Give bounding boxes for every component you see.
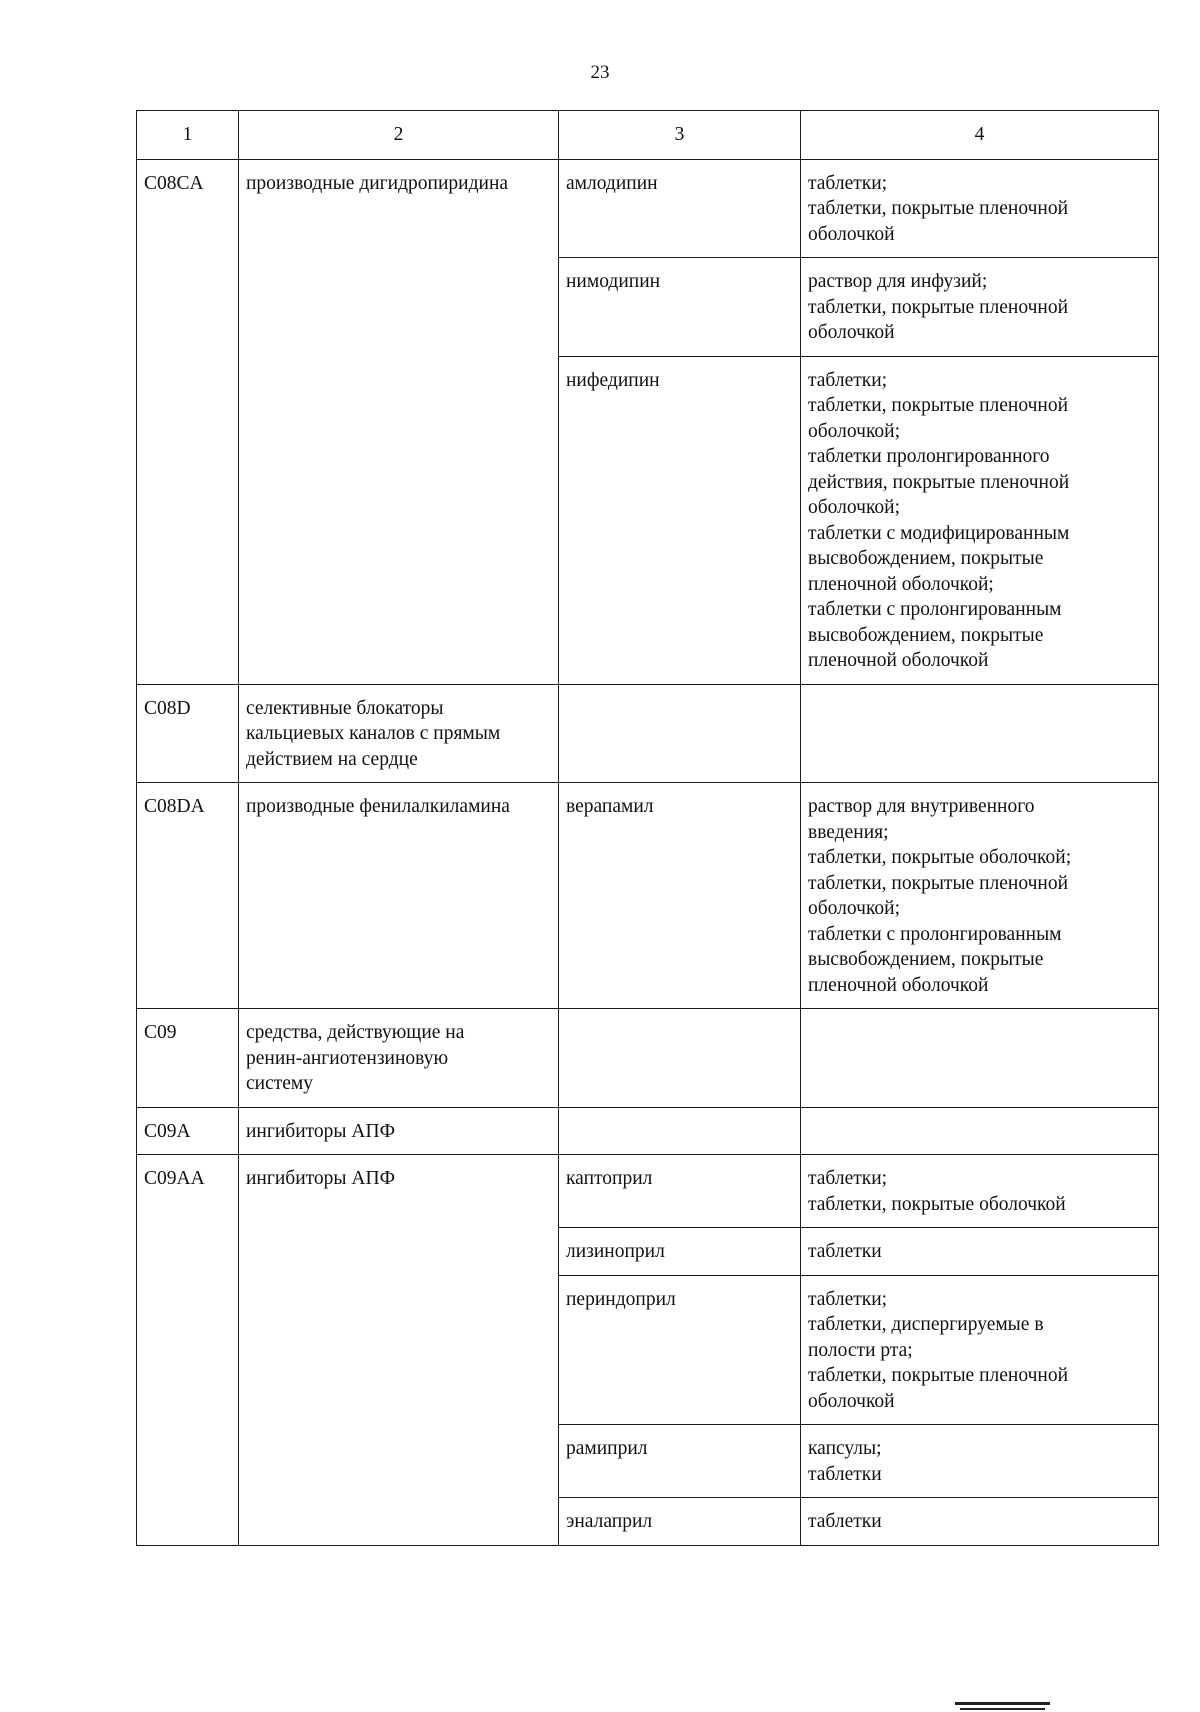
dosage-form-line: таблетки; bbox=[808, 1168, 888, 1189]
dosage-form-line: таблетки, покрытые пленочной bbox=[808, 872, 1069, 894]
dosage-form-line: таблетки, покрытые оболочкой bbox=[808, 1193, 1066, 1215]
dosage-form-line: пленочной оболочкой; bbox=[808, 573, 994, 595]
dosage-form-cell bbox=[801, 1498, 1159, 1546]
dosage-form-line: таблетки с пролонгированным bbox=[808, 599, 1062, 620]
page-number: 23 bbox=[590, 62, 610, 83]
atc-code-cell: C08CA bbox=[137, 159, 239, 684]
dosage-form-line: пленочной оболочкой bbox=[808, 650, 989, 671]
dosage-form-cell bbox=[801, 1425, 1159, 1498]
drug-table bbox=[136, 110, 1159, 1546]
dosage-form-line: раствор для инфузий; bbox=[808, 271, 988, 292]
dosage-form-line: высвобождением, покрытые bbox=[808, 624, 1044, 646]
drug-name-cell bbox=[559, 684, 801, 783]
dosage-form-line: таблетки, покрытые пленочной bbox=[808, 296, 1069, 318]
dosage-form-cell bbox=[801, 783, 1159, 1009]
drug-name-cell: каптоприл bbox=[559, 1155, 801, 1228]
dosage-form-line: оболочкой; bbox=[808, 420, 901, 442]
group-name-cell bbox=[239, 159, 559, 684]
dosage-form-line: таблетки; bbox=[808, 172, 888, 194]
dosage-form-cell bbox=[801, 1228, 1159, 1276]
group-name-line: селективные блокаторы bbox=[246, 697, 444, 719]
header-cell-form: 4 bbox=[801, 111, 1159, 160]
drug-name-cell: эналаприл bbox=[559, 1498, 801, 1546]
group-name-line: производные дигидропиридина bbox=[246, 172, 509, 194]
table-row bbox=[137, 783, 1159, 1009]
dosage-form-cell bbox=[801, 1009, 1159, 1108]
dosage-form-line: действия, покрытые пленочной bbox=[808, 471, 1070, 493]
dosage-form-line: таблетки, диспергируемые в bbox=[808, 1314, 1044, 1335]
dosage-form-cell bbox=[801, 1107, 1159, 1155]
atc-code-cell: C09 bbox=[137, 1009, 239, 1108]
group-name-line: производные фенилалкиламина bbox=[246, 796, 510, 817]
group-name-line: ингибиторы АПФ bbox=[246, 1168, 395, 1189]
dosage-form-line: таблетки пролонгированного bbox=[808, 446, 1050, 467]
dosage-form-line: таблетки, покрытые пленочной bbox=[808, 395, 1069, 416]
dosage-form-line: введения; bbox=[808, 821, 889, 843]
drug-name-cell: лизиноприл bbox=[559, 1228, 801, 1276]
dosage-form-line: таблетки; bbox=[808, 1288, 888, 1310]
dosage-form-line: оболочкой bbox=[808, 322, 895, 343]
drug-name-cell: амлодипин bbox=[559, 159, 801, 258]
group-name-cell bbox=[239, 684, 559, 783]
dosage-form-cell bbox=[801, 258, 1159, 357]
dosage-form-line: таблетки bbox=[808, 1241, 882, 1262]
dosage-form-line: высвобождением, покрытые bbox=[808, 949, 1044, 970]
group-name-cell bbox=[239, 783, 559, 1009]
group-name-line: средства, действующие на bbox=[246, 1022, 465, 1043]
group-name-line: действием на сердце bbox=[246, 748, 418, 770]
dosage-form-line: раствор для внутривенного bbox=[808, 796, 1035, 817]
dosage-form-cell bbox=[801, 1155, 1159, 1228]
drug-name-cell: нимодипин bbox=[559, 258, 801, 357]
dosage-form-line: высвобождением, покрытые bbox=[808, 548, 1044, 569]
drug-name-cell: рамиприл bbox=[559, 1425, 801, 1498]
drug-name-cell bbox=[559, 1107, 801, 1155]
scan-artifact bbox=[960, 1708, 1045, 1710]
table-row bbox=[137, 684, 1159, 783]
table-row bbox=[137, 1155, 1159, 1228]
table-row bbox=[137, 159, 1159, 258]
dosage-form-line: таблетки с пролонгированным bbox=[808, 923, 1062, 945]
atc-code-cell: C08D bbox=[137, 684, 239, 783]
dosage-form-cell bbox=[801, 356, 1159, 684]
header-cell-code: 1 bbox=[137, 111, 239, 160]
drug-name-cell bbox=[559, 1009, 801, 1108]
dosage-form-line: таблетки bbox=[808, 1463, 882, 1485]
dosage-form-cell bbox=[801, 1275, 1159, 1425]
dosage-form-line: оболочкой bbox=[808, 1390, 895, 1412]
dosage-form-line: таблетки с модифицированным bbox=[808, 522, 1070, 544]
dosage-form-cell bbox=[801, 684, 1159, 783]
dosage-form-line: таблетки bbox=[808, 1511, 882, 1532]
header-cell-drug: 3 bbox=[559, 111, 801, 160]
atc-code-cell: C08DA bbox=[137, 783, 239, 1009]
dosage-form-line: таблетки; bbox=[808, 369, 888, 391]
table-row bbox=[137, 1107, 1159, 1155]
dosage-form-line: оболочкой bbox=[808, 223, 895, 245]
scan-artifact bbox=[955, 1702, 1050, 1705]
group-name-cell bbox=[239, 1107, 559, 1155]
dosage-form-line: таблетки, покрытые пленочной bbox=[808, 198, 1069, 219]
table-header-row bbox=[137, 111, 1159, 160]
group-name-line: кальциевых каналов с прямым bbox=[246, 723, 501, 744]
table-body bbox=[137, 111, 1159, 1546]
dosage-form-cell bbox=[801, 159, 1159, 258]
drug-name-cell: периндоприл bbox=[559, 1275, 801, 1425]
group-name-line: ингибиторы АПФ bbox=[246, 1120, 395, 1142]
drug-name-cell: верапамил bbox=[559, 783, 801, 1009]
group-name-cell bbox=[239, 1155, 559, 1546]
group-name-line: ренин-ангиотензиновую bbox=[246, 1047, 449, 1069]
dosage-form-line: таблетки, покрытые пленочной bbox=[808, 1365, 1069, 1386]
table-row bbox=[137, 1009, 1159, 1108]
dosage-form-line: таблетки, покрытые оболочкой; bbox=[808, 847, 1072, 868]
dosage-form-line: капсулы; bbox=[808, 1438, 882, 1459]
group-name-cell bbox=[239, 1009, 559, 1108]
dosage-form-line: пленочной оболочкой bbox=[808, 974, 989, 996]
group-name-line: систему bbox=[246, 1073, 314, 1094]
header-cell-group: 2 bbox=[239, 111, 559, 160]
atc-code-cell: C09AA bbox=[137, 1155, 239, 1546]
dosage-form-line: полости рта; bbox=[808, 1339, 913, 1361]
dosage-form-line: оболочкой; bbox=[808, 898, 901, 919]
drug-name-cell: нифедипин bbox=[559, 356, 801, 684]
atc-code-cell: C09A bbox=[137, 1107, 239, 1155]
dosage-form-line: оболочкой; bbox=[808, 497, 901, 518]
